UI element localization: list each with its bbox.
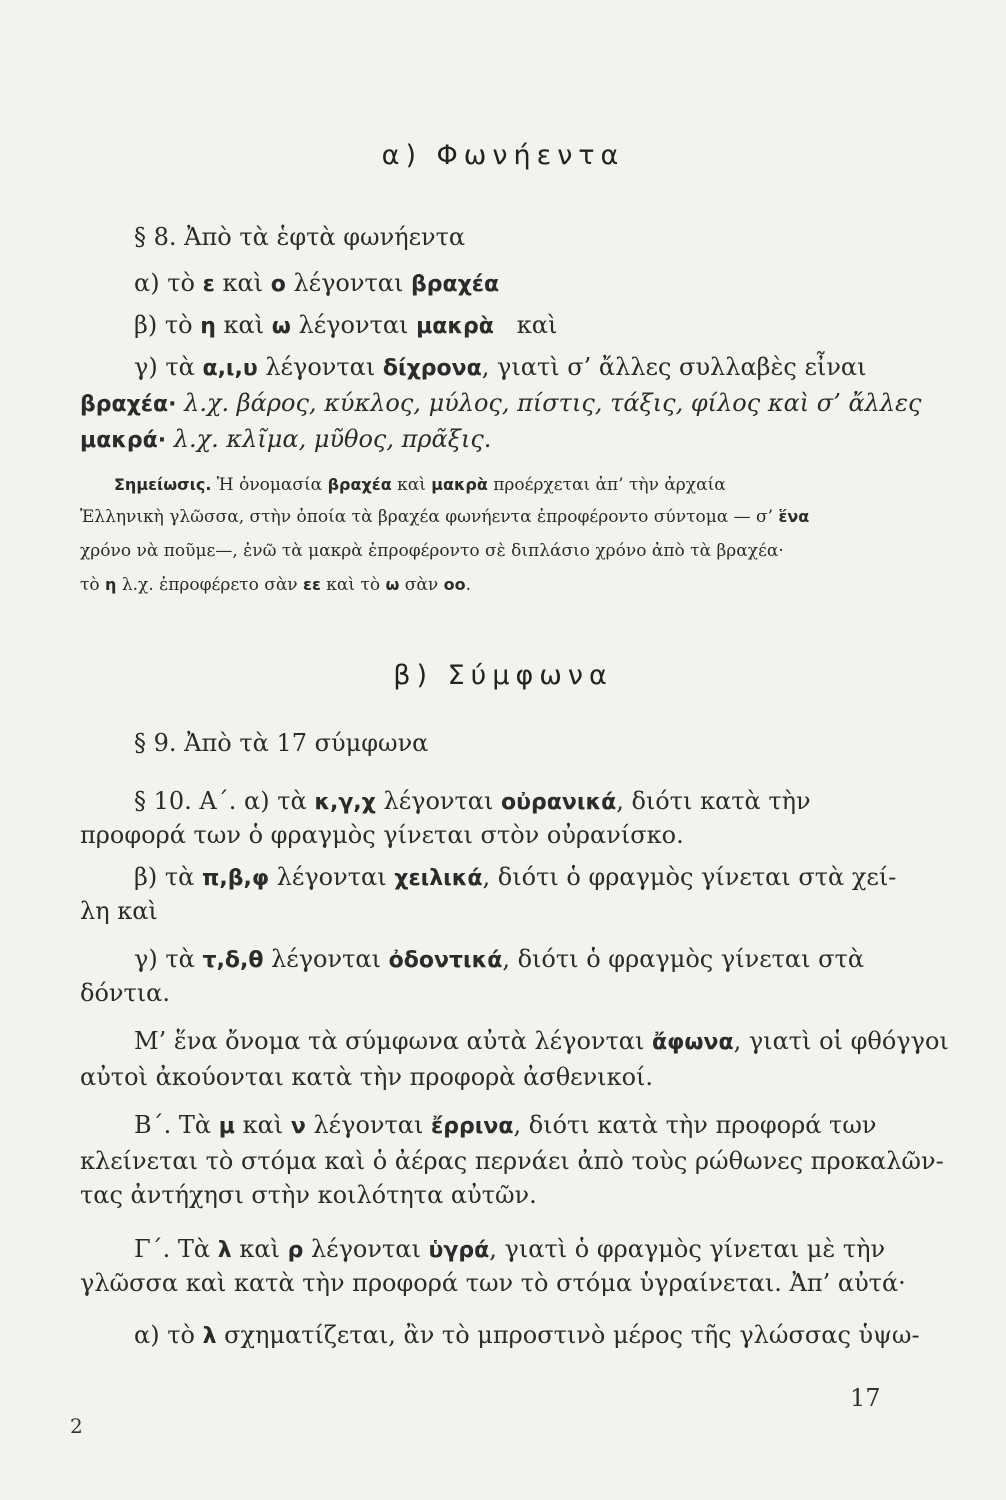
text: , διότι ὁ φραγμὸς γίνεται στὰ	[502, 945, 865, 973]
para10-line-1	[134, 786, 811, 818]
letters: π,β,φ	[201, 866, 270, 891]
letters: τ,δ,θ	[202, 948, 264, 973]
text: .	[465, 575, 471, 595]
para8-line-e	[80, 424, 491, 456]
letters: ε	[202, 272, 215, 297]
text: λέγονται	[303, 1235, 429, 1263]
text: καὶ τὸ	[320, 575, 386, 595]
note-line-4	[80, 574, 471, 596]
letters: α,ι,υ	[202, 356, 258, 381]
text: τὸ	[80, 575, 106, 595]
text: λ.χ. ἐπροφέρετο σὰν	[116, 575, 304, 595]
text: σὰν	[399, 575, 444, 595]
text: λέγονται	[375, 787, 502, 815]
note-line-2	[80, 506, 809, 528]
text: β) τὸ	[134, 311, 201, 339]
para10-line-11: τας ἀντήχησι στὴν κοιλότητα αὐτῶν.	[80, 1181, 537, 1209]
bold-term: μακρὰ	[416, 314, 494, 339]
heading-vowels: α) Φωνήεντα	[381, 140, 625, 171]
letters: η	[105, 575, 117, 594]
para10-line-10: κλείνεται τὸ στόμα καὶ ὁ ἀέρας περνάει ἀπὸ τοὺς ρώθωνες προκαλῶν-	[80, 1147, 944, 1175]
para10-line-14	[134, 1320, 920, 1352]
bold-term: βραχέα	[327, 475, 392, 494]
bold-term: ὀδοντικά	[388, 948, 503, 973]
bold-term: χειλικά	[394, 866, 483, 891]
bold-term: δίχρονα	[382, 356, 482, 381]
text: σχηματίζεται, ἂν τὸ μπροστινὸ μέρος τῆς γλώσσας ὑψω-	[216, 1321, 920, 1349]
text: λέγονται	[285, 269, 411, 297]
letters: ρ	[287, 1238, 304, 1263]
text: § 10. Α΄. α) τὰ	[134, 787, 315, 815]
para10-line-13: γλῶσσα καὶ κατὰ τὴν προφορά των τὸ στόμα ὑγραίνεται. Ἀπ’ αὐτά·	[80, 1269, 906, 1297]
text: , διότι κατὰ τὴν προφορά των	[513, 1111, 877, 1139]
para8-intro: § 8. Ἀπὸ τὰ ἑφτὰ φωνήεντα	[134, 223, 466, 251]
text: καὶ	[231, 1235, 288, 1263]
letters: εε	[303, 575, 321, 594]
bold-term: ὑγρά	[428, 1238, 490, 1263]
para10-line-12	[134, 1234, 885, 1266]
text: καὶ	[493, 311, 558, 339]
letters: λ	[202, 1324, 217, 1349]
bold-term: βραχέα·	[80, 392, 177, 417]
text: γ) τὰ	[134, 945, 203, 973]
text: λέγονται	[257, 353, 383, 381]
text: Ἑλληνικὴ γλῶσσα, στὴν ὁποία τὰ βραχέα φωνήεντα ἐπροφέροντο σύντομα — σ’	[80, 507, 779, 527]
para8-line-a	[134, 268, 499, 300]
note-label: Σημείωσις.	[114, 475, 212, 494]
text: , διότι κατὰ τὴν	[616, 787, 811, 815]
heading-consonants: β) Σύμφωνα	[393, 660, 613, 691]
bold-term: ἔρρινα	[431, 1114, 514, 1139]
signature-mark: 2	[70, 1414, 83, 1438]
text: γ) τὰ	[134, 353, 203, 381]
text: , γιατὶ ὁ φραγμὸς γίνεται μὲ τὴν	[489, 1235, 886, 1263]
letters: κ,γ,χ	[314, 790, 376, 815]
text: προέρχεται ἀπ’ τὴν ἀρχαία	[487, 475, 726, 495]
text: λ.χ. βάρος, κύκλος, μύλος, πίστις, τάξις, φίλος καὶ σ’ ἄλλες	[176, 389, 922, 417]
para8-line-c	[134, 352, 867, 384]
bold-term: ἕνα	[778, 507, 810, 526]
letters: οο	[443, 575, 466, 594]
para10-line-8: αὐτοὶ ἀκούονται κατὰ τὴν προφορὰ ἀσθενικοί.	[80, 1063, 654, 1091]
bold-term: οὐρανικά	[501, 790, 617, 815]
text: χρόνο νὰ ποῦμε—, ἐνῶ τὰ μακρὰ ἐπροφέροντο σὲ διπλάσιο χρόνο ἀπὸ τὰ βραχέα·	[80, 541, 784, 561]
letters: ω	[271, 314, 291, 339]
para10-line-6: δόντια.	[80, 979, 171, 1007]
page-number: 17	[850, 1384, 881, 1412]
para10-line-2: προφορά των ὁ φραγμὸς γίνεται στὸν οὐρανίσκο.	[80, 821, 684, 849]
text: α) τὸ	[134, 269, 203, 297]
note-line-3	[80, 540, 784, 562]
text: , διότι ὁ φραγμὸς γίνεται στὰ χεί-	[482, 863, 897, 891]
bold-term: ἄφωνα	[652, 1030, 734, 1055]
bold-term: βραχέα	[411, 272, 500, 297]
letters: ν	[290, 1114, 306, 1139]
text: Ἡ ὀνομασία	[211, 475, 328, 495]
text: καὶ	[215, 311, 272, 339]
bold-term: μακρά·	[80, 428, 167, 453]
para10-line-9	[134, 1110, 876, 1142]
text: καὶ	[214, 269, 271, 297]
text: Μ’ ἕνα ὄνομα τὰ σύμφωνα αὐτὰ λέγονται	[134, 1027, 653, 1055]
text: Γ΄. Τὰ	[134, 1235, 218, 1263]
text: , γιατὶ οἱ φθόγγοι	[733, 1027, 949, 1055]
text: λέγονται	[269, 863, 395, 891]
text: λέγονται	[305, 1111, 432, 1139]
letters: μ	[218, 1114, 235, 1139]
para10-line-5	[134, 944, 864, 976]
letters: λ	[217, 1238, 232, 1263]
text: Β΄. Τὰ	[134, 1111, 219, 1139]
para8-line-d	[80, 388, 921, 420]
letters: ο	[270, 272, 286, 297]
text: καὶ	[391, 475, 432, 495]
text: λέγονται	[290, 311, 417, 339]
text: λ.χ. κλῖμα, μῦθος, πρᾶξις.	[166, 425, 492, 453]
text: β) τὰ	[134, 863, 202, 891]
text: , γιατὶ σ’ ἄλλες συλλαβὲς εἶναι	[481, 353, 867, 381]
letters: η	[200, 314, 216, 339]
letters: ω	[385, 575, 400, 594]
para10-line-4: λη καὶ	[80, 897, 158, 925]
para9: § 9. Ἀπὸ τὰ 17 σύμφωνα	[134, 729, 429, 757]
para10-line-7	[134, 1026, 949, 1058]
note-line-1	[114, 474, 726, 496]
text: α) τὸ	[134, 1321, 203, 1349]
para8-line-b	[134, 310, 557, 342]
bold-term: μακρὰ	[431, 475, 488, 494]
text: λέγονται	[263, 945, 389, 973]
para10-line-3	[134, 862, 896, 894]
text: καὶ	[234, 1111, 291, 1139]
